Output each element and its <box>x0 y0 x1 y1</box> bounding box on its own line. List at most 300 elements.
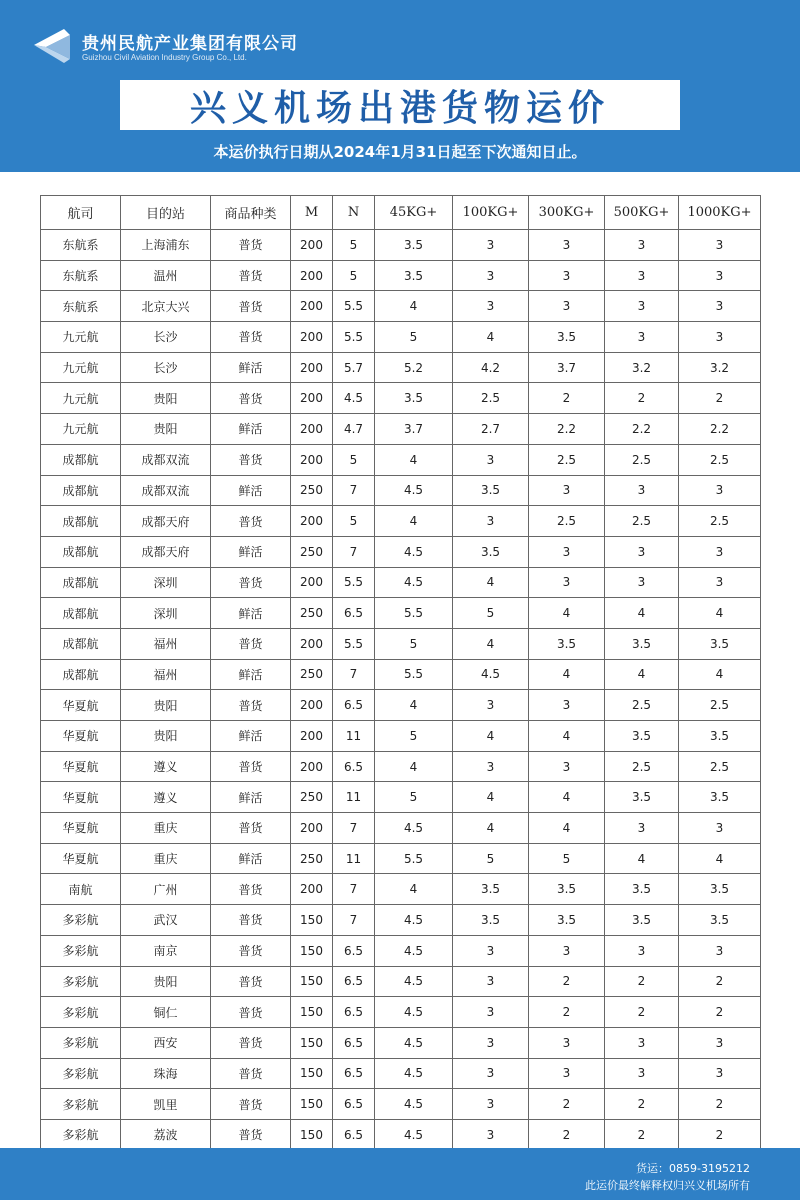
company-name-en: Guizhou Civil Aviation Industry Group Co., Ltd. <box>82 53 247 62</box>
table-cell: 南航 <box>41 874 121 905</box>
column-header: 航司 <box>41 196 121 230</box>
table-cell: 东航系 <box>41 260 121 291</box>
table-row <box>41 905 761 936</box>
table-cell: 成都天府 <box>121 506 211 537</box>
table-cell: 250 <box>291 598 333 629</box>
table-cell: 2.5 <box>679 506 761 537</box>
table-cell: 华夏航 <box>41 751 121 782</box>
table-cell: 4 <box>605 659 679 690</box>
table-row <box>41 475 761 506</box>
table-cell: 7 <box>333 905 375 936</box>
table-cell: 3 <box>605 291 679 322</box>
table-cell: 3 <box>453 230 529 261</box>
table-cell: 2.5 <box>679 690 761 721</box>
table-cell: 3.7 <box>529 352 605 383</box>
table-cell: 普货 <box>211 1058 291 1089</box>
table-cell: 5 <box>453 598 529 629</box>
table-cell: 3.5 <box>605 721 679 752</box>
table-row <box>41 966 761 997</box>
table-cell: 4 <box>375 690 453 721</box>
table-cell: 150 <box>291 1058 333 1089</box>
table-cell: 普货 <box>211 905 291 936</box>
table-cell: 7 <box>333 475 375 506</box>
table-cell: 普货 <box>211 1119 291 1150</box>
table-cell: 5 <box>375 782 453 813</box>
table-cell: 普货 <box>211 1089 291 1120</box>
table-cell: 3.5 <box>605 782 679 813</box>
table-cell: 成都航 <box>41 659 121 690</box>
table-cell: 6.5 <box>333 690 375 721</box>
table-cell: 200 <box>291 260 333 291</box>
table-cell: 3 <box>529 230 605 261</box>
table-cell: 4 <box>529 782 605 813</box>
table-cell: 3 <box>529 475 605 506</box>
table-cell: 东航系 <box>41 291 121 322</box>
column-header: 1000KG+ <box>679 196 761 230</box>
table-cell: 2.5 <box>605 690 679 721</box>
table-row <box>41 1027 761 1058</box>
table-cell: 2.5 <box>605 751 679 782</box>
table-cell: 普货 <box>211 628 291 659</box>
table-row <box>41 536 761 567</box>
table-cell: 3.5 <box>605 874 679 905</box>
table-cell: 250 <box>291 536 333 567</box>
table-row <box>41 230 761 261</box>
table-cell: 贵阳 <box>121 383 211 414</box>
table-cell: 温州 <box>121 260 211 291</box>
table-cell: 4 <box>453 567 529 598</box>
table-cell: 成都航 <box>41 506 121 537</box>
table-cell: 200 <box>291 628 333 659</box>
table-cell: 普货 <box>211 444 291 475</box>
table-cell: 5 <box>333 230 375 261</box>
table-cell: 150 <box>291 1027 333 1058</box>
table-cell: 150 <box>291 935 333 966</box>
table-cell: 3 <box>679 260 761 291</box>
table-cell: 200 <box>291 751 333 782</box>
table-row <box>41 322 761 353</box>
table-cell: 2.5 <box>529 506 605 537</box>
table-cell: 4.5 <box>375 1027 453 1058</box>
table-cell: 3.5 <box>605 628 679 659</box>
interpretation-note: 此运价最终解释权归兴义机场所有 <box>585 1179 750 1192</box>
table-cell: 5.5 <box>375 843 453 874</box>
table-cell: 4 <box>375 751 453 782</box>
table-cell: 4.5 <box>375 1058 453 1089</box>
table-row <box>41 414 761 445</box>
table-cell: 普货 <box>211 506 291 537</box>
table-cell: 4.5 <box>375 567 453 598</box>
table-cell: 2.7 <box>453 414 529 445</box>
table-cell: 多彩航 <box>41 1058 121 1089</box>
table-cell: 3 <box>679 536 761 567</box>
table-cell: 3.5 <box>453 874 529 905</box>
table-cell: 150 <box>291 997 333 1028</box>
table-cell: 北京大兴 <box>121 291 211 322</box>
table-cell: 3 <box>679 475 761 506</box>
table-cell: 5 <box>375 721 453 752</box>
table-cell: 4 <box>679 659 761 690</box>
table-cell: 3 <box>453 506 529 537</box>
table-cell: 3 <box>529 536 605 567</box>
table-cell: 2.5 <box>679 751 761 782</box>
table-cell: 4 <box>453 813 529 844</box>
table-cell: 3.5 <box>529 628 605 659</box>
table-cell: 3.7 <box>375 414 453 445</box>
table-row <box>41 721 761 752</box>
table-cell: 普货 <box>211 813 291 844</box>
table-cell: 3 <box>679 230 761 261</box>
table-cell: 普货 <box>211 230 291 261</box>
table-cell: 鲜活 <box>211 659 291 690</box>
table-cell: 5 <box>333 260 375 291</box>
table-cell: 250 <box>291 782 333 813</box>
table-cell: 2.5 <box>453 383 529 414</box>
table-cell: 5.5 <box>333 322 375 353</box>
table-cell: 4 <box>375 444 453 475</box>
effective-date-note: 本运价执行日期从2024年1月31日起至下次通知日止。 <box>213 143 587 161</box>
table-cell: 3 <box>529 935 605 966</box>
table-cell: 3.5 <box>679 874 761 905</box>
table-cell: 深圳 <box>121 598 211 629</box>
table-cell: 鲜活 <box>211 598 291 629</box>
table-cell: 3.5 <box>453 536 529 567</box>
table-cell: 鲜活 <box>211 843 291 874</box>
table-cell: 西安 <box>121 1027 211 1058</box>
table-cell: 3.5 <box>605 905 679 936</box>
table-cell: 普货 <box>211 751 291 782</box>
table-cell: 3.5 <box>679 721 761 752</box>
table-cell: 3 <box>605 1027 679 1058</box>
table-cell: 贵阳 <box>121 966 211 997</box>
table-cell: 200 <box>291 813 333 844</box>
table-cell: 3 <box>605 1058 679 1089</box>
table-cell: 5.5 <box>375 659 453 690</box>
company-logo-icon <box>30 25 74 65</box>
table-row <box>41 874 761 905</box>
table-cell: 4 <box>453 628 529 659</box>
table-cell: 4.2 <box>453 352 529 383</box>
table-cell: 普货 <box>211 935 291 966</box>
table-cell: 3 <box>453 1089 529 1120</box>
column-header: 500KG+ <box>605 196 679 230</box>
table-cell: 3.5 <box>375 383 453 414</box>
table-cell: 2 <box>605 1089 679 1120</box>
table-cell: 3.5 <box>375 260 453 291</box>
table-cell: 九元航 <box>41 352 121 383</box>
table-cell: 多彩航 <box>41 935 121 966</box>
table-cell: 2 <box>605 966 679 997</box>
table-cell: 重庆 <box>121 843 211 874</box>
table-cell: 2 <box>679 966 761 997</box>
table-cell: 200 <box>291 352 333 383</box>
table-cell: 长沙 <box>121 322 211 353</box>
table-cell: 3 <box>453 690 529 721</box>
table-cell: 5.5 <box>333 567 375 598</box>
table-cell: 多彩航 <box>41 905 121 936</box>
table-cell: 4 <box>605 843 679 874</box>
table-cell: 2 <box>679 1089 761 1120</box>
table-header-row <box>41 196 761 230</box>
table-cell: 多彩航 <box>41 966 121 997</box>
table-cell: 普货 <box>211 690 291 721</box>
column-header: 300KG+ <box>529 196 605 230</box>
table-cell: 华夏航 <box>41 690 121 721</box>
table-row <box>41 383 761 414</box>
table-cell: 3 <box>679 1058 761 1089</box>
table-cell: 200 <box>291 721 333 752</box>
table-cell: 2.5 <box>679 444 761 475</box>
table-row <box>41 690 761 721</box>
table-cell: 2 <box>529 383 605 414</box>
table-cell: 3 <box>679 567 761 598</box>
table-cell: 4.5 <box>375 1119 453 1150</box>
table-cell: 4.5 <box>375 475 453 506</box>
table-cell: 200 <box>291 444 333 475</box>
table-cell: 3 <box>529 1058 605 1089</box>
table-cell: 3 <box>605 813 679 844</box>
column-header: 45KG+ <box>375 196 453 230</box>
table-cell: 4 <box>375 291 453 322</box>
table-cell: 3.5 <box>679 628 761 659</box>
table-cell: 4 <box>529 598 605 629</box>
table-cell: 4 <box>375 874 453 905</box>
table-cell: 3 <box>529 291 605 322</box>
table-cell: 4 <box>453 322 529 353</box>
table-cell: 3 <box>605 475 679 506</box>
table-cell: 九元航 <box>41 383 121 414</box>
table-cell: 普货 <box>211 1027 291 1058</box>
table-cell: 4.5 <box>375 935 453 966</box>
table-cell: 3 <box>453 1119 529 1150</box>
table-cell: 3 <box>453 935 529 966</box>
table-row <box>41 751 761 782</box>
table-cell: 11 <box>333 721 375 752</box>
company-name-cn: 贵州民航产业集团有限公司 <box>82 34 298 54</box>
column-header: 商品种类 <box>211 196 291 230</box>
table-cell: 武汉 <box>121 905 211 936</box>
table-cell: 九元航 <box>41 414 121 445</box>
table-cell: 5.5 <box>333 291 375 322</box>
table-cell: 3.5 <box>529 322 605 353</box>
table-cell: 200 <box>291 383 333 414</box>
table-cell: 3 <box>529 260 605 291</box>
table-cell: 3 <box>679 813 761 844</box>
table-cell: 6.5 <box>333 1119 375 1150</box>
table-cell: 6.5 <box>333 1058 375 1089</box>
table-cell: 贵阳 <box>121 721 211 752</box>
table-cell: 6.5 <box>333 751 375 782</box>
table-cell: 成都航 <box>41 598 121 629</box>
table-cell: 3 <box>679 291 761 322</box>
table-cell: 广州 <box>121 874 211 905</box>
table-cell: 6.5 <box>333 935 375 966</box>
table-row <box>41 567 761 598</box>
table-cell: 2.5 <box>605 444 679 475</box>
table-cell: 成都航 <box>41 628 121 659</box>
table-cell: 南京 <box>121 935 211 966</box>
table-cell: 7 <box>333 536 375 567</box>
table-cell: 3 <box>679 935 761 966</box>
table-cell: 福州 <box>121 628 211 659</box>
table-cell: 2 <box>529 1119 605 1150</box>
table-body <box>41 230 761 1151</box>
table-row <box>41 628 761 659</box>
table-cell: 200 <box>291 567 333 598</box>
table-cell: 4 <box>529 721 605 752</box>
table-cell: 4.5 <box>375 905 453 936</box>
table-cell: 3 <box>605 935 679 966</box>
table-cell: 2.2 <box>605 414 679 445</box>
rate-table-container <box>40 195 760 1151</box>
table-cell: 2 <box>679 383 761 414</box>
table-cell: 150 <box>291 1089 333 1120</box>
table-cell: 7 <box>333 659 375 690</box>
table-cell: 3 <box>679 1027 761 1058</box>
column-header: M <box>291 196 333 230</box>
table-cell: 成都双流 <box>121 475 211 506</box>
table-cell: 4.5 <box>375 536 453 567</box>
table-cell: 成都航 <box>41 444 121 475</box>
table-cell: 3.5 <box>679 782 761 813</box>
table-cell: 鲜活 <box>211 536 291 567</box>
table-cell: 成都天府 <box>121 536 211 567</box>
table-cell: 3 <box>529 567 605 598</box>
table-cell: 200 <box>291 874 333 905</box>
table-cell: 多彩航 <box>41 1089 121 1120</box>
table-cell: 6.5 <box>333 1089 375 1120</box>
table-cell: 2.2 <box>529 414 605 445</box>
table-row <box>41 444 761 475</box>
table-cell: 鲜活 <box>211 475 291 506</box>
table-cell: 2 <box>605 997 679 1028</box>
table-cell: 多彩航 <box>41 997 121 1028</box>
table-cell: 250 <box>291 843 333 874</box>
page-title: 兴义机场出港货物运价 <box>189 87 610 129</box>
table-cell: 贵阳 <box>121 414 211 445</box>
table-row <box>41 813 761 844</box>
table-cell: 5 <box>333 506 375 537</box>
table-cell: 150 <box>291 905 333 936</box>
table-cell: 200 <box>291 506 333 537</box>
table-cell: 4 <box>375 506 453 537</box>
table-cell: 普货 <box>211 291 291 322</box>
table-cell: 鲜活 <box>211 721 291 752</box>
table-cell: 3 <box>453 1027 529 1058</box>
table-cell: 多彩航 <box>41 1027 121 1058</box>
table-cell: 5 <box>453 843 529 874</box>
table-row <box>41 782 761 813</box>
footer-bar <box>0 1148 800 1200</box>
table-cell: 荔波 <box>121 1119 211 1150</box>
table-cell: 5.5 <box>375 598 453 629</box>
table-cell: 200 <box>291 291 333 322</box>
table-cell: 贵阳 <box>121 690 211 721</box>
table-cell: 鲜活 <box>211 352 291 383</box>
table-cell: 3 <box>529 751 605 782</box>
table-cell: 普货 <box>211 997 291 1028</box>
table-cell: 多彩航 <box>41 1119 121 1150</box>
table-cell: 2 <box>529 1089 605 1120</box>
table-cell: 遵义 <box>121 751 211 782</box>
table-cell: 250 <box>291 475 333 506</box>
table-cell: 3 <box>605 260 679 291</box>
column-header: 目的站 <box>121 196 211 230</box>
table-cell: 3 <box>453 997 529 1028</box>
table-cell: 3 <box>605 567 679 598</box>
table-cell: 华夏航 <box>41 721 121 752</box>
table-cell: 普货 <box>211 322 291 353</box>
table-cell: 5 <box>529 843 605 874</box>
table-row <box>41 260 761 291</box>
table-cell: 150 <box>291 966 333 997</box>
table-cell: 遵义 <box>121 782 211 813</box>
table-cell: 2 <box>679 997 761 1028</box>
table-cell: 200 <box>291 690 333 721</box>
table-cell: 华夏航 <box>41 813 121 844</box>
table-row <box>41 659 761 690</box>
table-cell: 3 <box>453 444 529 475</box>
table-cell: 珠海 <box>121 1058 211 1089</box>
table-cell: 5 <box>333 444 375 475</box>
table-cell: 4 <box>679 843 761 874</box>
table-cell: 3 <box>453 751 529 782</box>
table-cell: 200 <box>291 322 333 353</box>
table-cell: 4.5 <box>375 1089 453 1120</box>
table-row <box>41 997 761 1028</box>
table-cell: 5.7 <box>333 352 375 383</box>
table-cell: 5.5 <box>333 628 375 659</box>
table-cell: 3.5 <box>529 905 605 936</box>
table-cell: 2 <box>529 966 605 997</box>
table-cell: 九元航 <box>41 322 121 353</box>
rate-table <box>40 195 761 1151</box>
table-cell: 华夏航 <box>41 782 121 813</box>
table-cell: 3 <box>605 230 679 261</box>
table-cell: 5 <box>375 322 453 353</box>
table-cell: 4.7 <box>333 414 375 445</box>
table-cell: 3 <box>605 322 679 353</box>
company-logo <box>30 25 330 65</box>
table-cell: 3.2 <box>679 352 761 383</box>
table-cell: 鲜活 <box>211 414 291 445</box>
table-cell: 凯里 <box>121 1089 211 1120</box>
table-cell: 3 <box>453 260 529 291</box>
table-cell: 3 <box>453 291 529 322</box>
table-row <box>41 1089 761 1120</box>
table-cell: 重庆 <box>121 813 211 844</box>
table-cell: 普货 <box>211 966 291 997</box>
table-cell: 3 <box>529 690 605 721</box>
table-cell: 3.5 <box>529 874 605 905</box>
table-cell: 普货 <box>211 874 291 905</box>
table-cell: 东航系 <box>41 230 121 261</box>
table-cell: 4.5 <box>375 966 453 997</box>
table-cell: 2 <box>679 1119 761 1150</box>
table-cell: 3 <box>679 322 761 353</box>
table-cell: 普货 <box>211 383 291 414</box>
table-cell: 7 <box>333 813 375 844</box>
table-row <box>41 1058 761 1089</box>
table-cell: 3 <box>453 1058 529 1089</box>
table-cell: 成都航 <box>41 475 121 506</box>
table-row <box>41 291 761 322</box>
table-cell: 2 <box>605 1119 679 1150</box>
table-cell: 3.5 <box>453 905 529 936</box>
table-cell: 成都航 <box>41 536 121 567</box>
table-row <box>41 352 761 383</box>
table-cell: 2 <box>605 383 679 414</box>
